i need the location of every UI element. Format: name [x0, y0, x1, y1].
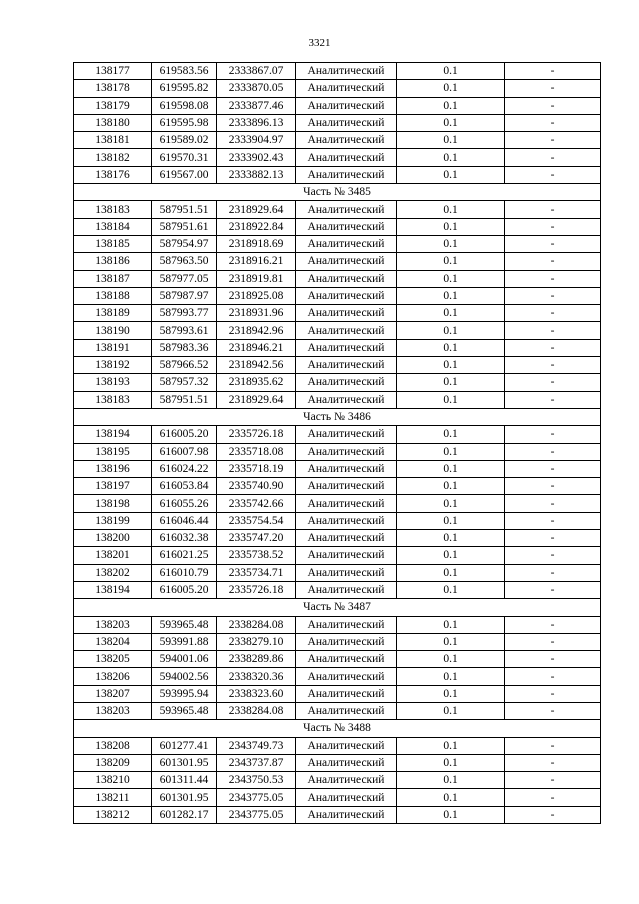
note-cell: - — [505, 339, 601, 356]
note-cell: - — [505, 114, 601, 131]
accuracy-cell: 0.1 — [397, 63, 505, 80]
x-coordinate-cell: 616021.25 — [152, 547, 217, 564]
x-coordinate-cell: 619595.82 — [152, 80, 217, 97]
method-cell: Аналитический — [296, 253, 397, 270]
x-coordinate-cell: 587963.50 — [152, 253, 217, 270]
point-number-cell: 138183 — [74, 201, 152, 218]
point-number-cell: 138183 — [74, 391, 152, 408]
note-cell: - — [505, 374, 601, 391]
point-number-cell: 138194 — [74, 426, 152, 443]
point-number-cell: 138195 — [74, 443, 152, 460]
method-cell: Аналитический — [296, 443, 397, 460]
table-row — [74, 235, 601, 252]
point-number-cell: 138207 — [74, 685, 152, 702]
table-row — [74, 166, 601, 183]
point-number-cell: 138209 — [74, 754, 152, 771]
note-cell: - — [505, 218, 601, 235]
method-cell: Аналитический — [296, 702, 397, 719]
y-coordinate-cell: 2318931.96 — [217, 305, 296, 322]
accuracy-cell: 0.1 — [397, 166, 505, 183]
x-coordinate-cell: 593965.48 — [152, 702, 217, 719]
table-row — [74, 737, 601, 754]
part-header-row — [74, 408, 601, 425]
accuracy-cell: 0.1 — [397, 478, 505, 495]
note-cell: - — [505, 478, 601, 495]
point-number-cell: 138212 — [74, 806, 152, 823]
method-cell: Аналитический — [296, 581, 397, 598]
accuracy-cell: 0.1 — [397, 426, 505, 443]
note-cell: - — [505, 391, 601, 408]
point-number-cell: 138206 — [74, 668, 152, 685]
y-coordinate-cell: 2335718.08 — [217, 443, 296, 460]
table-row — [74, 339, 601, 356]
y-coordinate-cell: 2343749.73 — [217, 737, 296, 754]
table-row — [74, 616, 601, 633]
accuracy-cell: 0.1 — [397, 149, 505, 166]
y-coordinate-cell: 2318946.21 — [217, 339, 296, 356]
x-coordinate-cell: 587987.97 — [152, 287, 217, 304]
accuracy-cell: 0.1 — [397, 114, 505, 131]
y-coordinate-cell: 2333896.13 — [217, 114, 296, 131]
page-number: 3321 — [308, 37, 331, 49]
table-row — [74, 132, 601, 149]
x-coordinate-cell: 616032.38 — [152, 530, 217, 547]
x-coordinate-cell: 619598.08 — [152, 97, 217, 114]
x-coordinate-cell: 587993.77 — [152, 305, 217, 322]
y-coordinate-cell: 2338284.08 — [217, 616, 296, 633]
part-header-row — [74, 720, 601, 737]
method-cell: Аналитический — [296, 495, 397, 512]
table-row — [74, 63, 601, 80]
note-cell: - — [505, 443, 601, 460]
x-coordinate-cell: 587977.05 — [152, 270, 217, 287]
note-cell: - — [505, 235, 601, 252]
table-row — [74, 702, 601, 719]
method-cell: Аналитический — [296, 685, 397, 702]
point-number-cell: 138180 — [74, 114, 152, 131]
accuracy-cell: 0.1 — [397, 443, 505, 460]
x-coordinate-cell: 619583.56 — [152, 63, 217, 80]
point-number-cell: 138185 — [74, 235, 152, 252]
accuracy-cell: 0.1 — [397, 702, 505, 719]
y-coordinate-cell: 2338320.36 — [217, 668, 296, 685]
x-coordinate-cell: 594001.06 — [152, 651, 217, 668]
point-number-cell: 138191 — [74, 339, 152, 356]
point-number-cell: 138204 — [74, 633, 152, 650]
table-row — [74, 651, 601, 668]
x-coordinate-cell: 587951.51 — [152, 391, 217, 408]
note-cell: - — [505, 63, 601, 80]
accuracy-cell: 0.1 — [397, 668, 505, 685]
method-cell: Аналитический — [296, 737, 397, 754]
point-number-cell: 138189 — [74, 305, 152, 322]
point-number-cell: 138190 — [74, 322, 152, 339]
x-coordinate-cell: 587966.52 — [152, 357, 217, 374]
point-number-cell: 138203 — [74, 702, 152, 719]
method-cell: Аналитический — [296, 478, 397, 495]
x-coordinate-cell: 587951.51 — [152, 201, 217, 218]
y-coordinate-cell: 2333870.05 — [217, 80, 296, 97]
method-cell: Аналитический — [296, 114, 397, 131]
note-cell: - — [505, 668, 601, 685]
note-cell: - — [505, 547, 601, 564]
table-row — [74, 374, 601, 391]
x-coordinate-cell: 601282.17 — [152, 806, 217, 823]
accuracy-cell: 0.1 — [397, 132, 505, 149]
y-coordinate-cell: 2338323.60 — [217, 685, 296, 702]
method-cell: Аналитический — [296, 512, 397, 529]
accuracy-cell: 0.1 — [397, 737, 505, 754]
y-coordinate-cell: 2335726.18 — [217, 426, 296, 443]
accuracy-cell: 0.1 — [397, 201, 505, 218]
accuracy-cell: 0.1 — [397, 512, 505, 529]
accuracy-cell: 0.1 — [397, 547, 505, 564]
accuracy-cell: 0.1 — [397, 581, 505, 598]
point-number-cell: 138202 — [74, 564, 152, 581]
note-cell: - — [505, 581, 601, 598]
note-cell: - — [505, 789, 601, 806]
note-cell: - — [505, 426, 601, 443]
point-number-cell: 138178 — [74, 80, 152, 97]
table-row — [74, 80, 601, 97]
y-coordinate-cell: 2333902.43 — [217, 149, 296, 166]
table-row — [74, 564, 601, 581]
x-coordinate-cell: 616005.20 — [152, 426, 217, 443]
method-cell: Аналитический — [296, 668, 397, 685]
method-cell: Аналитический — [296, 235, 397, 252]
x-coordinate-cell: 616007.98 — [152, 443, 217, 460]
method-cell: Аналитический — [296, 132, 397, 149]
method-cell: Аналитический — [296, 357, 397, 374]
table-row — [74, 443, 601, 460]
x-coordinate-cell: 616010.79 — [152, 564, 217, 581]
y-coordinate-cell: 2333867.07 — [217, 63, 296, 80]
note-cell: - — [505, 201, 601, 218]
x-coordinate-cell: 601277.41 — [152, 737, 217, 754]
x-coordinate-cell: 616046.44 — [152, 512, 217, 529]
y-coordinate-cell: 2343750.53 — [217, 772, 296, 789]
method-cell: Аналитический — [296, 166, 397, 183]
method-cell: Аналитический — [296, 564, 397, 581]
accuracy-cell: 0.1 — [397, 253, 505, 270]
table-row — [74, 530, 601, 547]
method-cell: Аналитический — [296, 374, 397, 391]
accuracy-cell: 0.1 — [397, 495, 505, 512]
accuracy-cell: 0.1 — [397, 754, 505, 771]
note-cell: - — [505, 270, 601, 287]
accuracy-cell: 0.1 — [397, 616, 505, 633]
accuracy-cell: 0.1 — [397, 218, 505, 235]
table-row — [74, 460, 601, 477]
x-coordinate-cell: 619570.31 — [152, 149, 217, 166]
method-cell: Аналитический — [296, 530, 397, 547]
table-row — [74, 426, 601, 443]
table-row — [74, 114, 601, 131]
method-cell: Аналитический — [296, 339, 397, 356]
y-coordinate-cell: 2318942.96 — [217, 322, 296, 339]
x-coordinate-cell: 594002.56 — [152, 668, 217, 685]
method-cell: Аналитический — [296, 460, 397, 477]
method-cell: Аналитический — [296, 806, 397, 823]
point-number-cell: 138176 — [74, 166, 152, 183]
note-cell: - — [505, 530, 601, 547]
point-number-cell: 138194 — [74, 581, 152, 598]
note-cell: - — [505, 287, 601, 304]
accuracy-cell: 0.1 — [397, 564, 505, 581]
method-cell: Аналитический — [296, 305, 397, 322]
point-number-cell: 138192 — [74, 357, 152, 374]
method-cell: Аналитический — [296, 616, 397, 633]
table-row — [74, 201, 601, 218]
note-cell: - — [505, 357, 601, 374]
x-coordinate-cell: 587951.61 — [152, 218, 217, 235]
accuracy-cell: 0.1 — [397, 322, 505, 339]
table-row — [74, 547, 601, 564]
accuracy-cell: 0.1 — [397, 633, 505, 650]
accuracy-cell: 0.1 — [397, 685, 505, 702]
point-number-cell: 138179 — [74, 97, 152, 114]
part-header-label: Часть № 3488 — [74, 720, 601, 737]
point-number-cell: 138199 — [74, 512, 152, 529]
table-row — [74, 97, 601, 114]
point-number-cell: 138193 — [74, 374, 152, 391]
note-cell: - — [505, 132, 601, 149]
accuracy-cell: 0.1 — [397, 339, 505, 356]
accuracy-cell: 0.1 — [397, 374, 505, 391]
method-cell: Аналитический — [296, 651, 397, 668]
x-coordinate-cell: 619595.98 — [152, 114, 217, 131]
x-coordinate-cell: 616055.26 — [152, 495, 217, 512]
method-cell: Аналитический — [296, 772, 397, 789]
table-row — [74, 668, 601, 685]
y-coordinate-cell: 2338284.08 — [217, 702, 296, 719]
point-number-cell: 138184 — [74, 218, 152, 235]
y-coordinate-cell: 2335747.20 — [217, 530, 296, 547]
method-cell: Аналитический — [296, 63, 397, 80]
accuracy-cell: 0.1 — [397, 270, 505, 287]
point-number-cell: 138200 — [74, 530, 152, 547]
y-coordinate-cell: 2335740.90 — [217, 478, 296, 495]
y-coordinate-cell: 2318919.81 — [217, 270, 296, 287]
table-row — [74, 754, 601, 771]
x-coordinate-cell: 601301.95 — [152, 789, 217, 806]
method-cell: Аналитический — [296, 789, 397, 806]
point-number-cell: 138210 — [74, 772, 152, 789]
method-cell: Аналитический — [296, 754, 397, 771]
table-row — [74, 789, 601, 806]
point-number-cell: 138182 — [74, 149, 152, 166]
accuracy-cell: 0.1 — [397, 391, 505, 408]
table-row — [74, 270, 601, 287]
note-cell: - — [505, 495, 601, 512]
table-row — [74, 357, 601, 374]
table-row — [74, 685, 601, 702]
table-row — [74, 512, 601, 529]
note-cell: - — [505, 149, 601, 166]
point-number-cell: 138177 — [74, 63, 152, 80]
point-number-cell: 138187 — [74, 270, 152, 287]
accuracy-cell: 0.1 — [397, 305, 505, 322]
point-number-cell: 138197 — [74, 478, 152, 495]
accuracy-cell: 0.1 — [397, 235, 505, 252]
method-cell: Аналитический — [296, 391, 397, 408]
note-cell: - — [505, 322, 601, 339]
method-cell: Аналитический — [296, 426, 397, 443]
table-row — [74, 478, 601, 495]
y-coordinate-cell: 2335754.54 — [217, 512, 296, 529]
note-cell: - — [505, 685, 601, 702]
method-cell: Аналитический — [296, 633, 397, 650]
y-coordinate-cell: 2335738.52 — [217, 547, 296, 564]
point-number-cell: 138203 — [74, 616, 152, 633]
x-coordinate-cell: 593995.94 — [152, 685, 217, 702]
note-cell: - — [505, 512, 601, 529]
note-cell: - — [505, 702, 601, 719]
accuracy-cell: 0.1 — [397, 460, 505, 477]
y-coordinate-cell: 2338289.86 — [217, 651, 296, 668]
y-coordinate-cell: 2318929.64 — [217, 391, 296, 408]
table-row — [74, 322, 601, 339]
y-coordinate-cell: 2318916.21 — [217, 253, 296, 270]
y-coordinate-cell: 2333904.97 — [217, 132, 296, 149]
table-row — [74, 772, 601, 789]
method-cell: Аналитический — [296, 149, 397, 166]
x-coordinate-cell: 616005.20 — [152, 581, 217, 598]
accuracy-cell: 0.1 — [397, 287, 505, 304]
y-coordinate-cell: 2318935.62 — [217, 374, 296, 391]
method-cell: Аналитический — [296, 97, 397, 114]
y-coordinate-cell: 2343737.87 — [217, 754, 296, 771]
y-coordinate-cell: 2335734.71 — [217, 564, 296, 581]
coordinates-table — [73, 62, 601, 824]
method-cell: Аналитический — [296, 80, 397, 97]
table-row — [74, 806, 601, 823]
point-number-cell: 138198 — [74, 495, 152, 512]
accuracy-cell: 0.1 — [397, 789, 505, 806]
table-row — [74, 391, 601, 408]
accuracy-cell: 0.1 — [397, 80, 505, 97]
x-coordinate-cell: 619589.02 — [152, 132, 217, 149]
table-row — [74, 149, 601, 166]
method-cell: Аналитический — [296, 547, 397, 564]
note-cell: - — [505, 97, 601, 114]
part-header-row — [74, 599, 601, 616]
note-cell: - — [505, 651, 601, 668]
note-cell: - — [505, 253, 601, 270]
x-coordinate-cell: 587993.61 — [152, 322, 217, 339]
point-number-cell: 138211 — [74, 789, 152, 806]
point-number-cell: 138186 — [74, 253, 152, 270]
table-row — [74, 287, 601, 304]
table-row — [74, 218, 601, 235]
part-header-label: Часть № 3486 — [74, 408, 601, 425]
y-coordinate-cell: 2343775.05 — [217, 789, 296, 806]
note-cell: - — [505, 633, 601, 650]
point-number-cell: 138181 — [74, 132, 152, 149]
note-cell: - — [505, 737, 601, 754]
note-cell: - — [505, 166, 601, 183]
accuracy-cell: 0.1 — [397, 97, 505, 114]
x-coordinate-cell: 593991.88 — [152, 633, 217, 650]
note-cell: - — [505, 564, 601, 581]
x-coordinate-cell: 601311.44 — [152, 772, 217, 789]
y-coordinate-cell: 2318922.84 — [217, 218, 296, 235]
accuracy-cell: 0.1 — [397, 806, 505, 823]
method-cell: Аналитический — [296, 218, 397, 235]
part-header-label: Часть № 3487 — [74, 599, 601, 616]
table-row — [74, 581, 601, 598]
point-number-cell: 138188 — [74, 287, 152, 304]
part-header-row — [74, 184, 601, 201]
x-coordinate-cell: 619567.00 — [152, 166, 217, 183]
x-coordinate-cell: 587983.36 — [152, 339, 217, 356]
y-coordinate-cell: 2343775.05 — [217, 806, 296, 823]
part-header-label: Часть № 3485 — [74, 184, 601, 201]
y-coordinate-cell: 2318925.08 — [217, 287, 296, 304]
note-cell: - — [505, 754, 601, 771]
table-row — [74, 253, 601, 270]
table-row — [74, 633, 601, 650]
y-coordinate-cell: 2333882.13 — [217, 166, 296, 183]
method-cell: Аналитический — [296, 270, 397, 287]
y-coordinate-cell: 2335718.19 — [217, 460, 296, 477]
method-cell: Аналитический — [296, 201, 397, 218]
note-cell: - — [505, 772, 601, 789]
y-coordinate-cell: 2318918.69 — [217, 235, 296, 252]
note-cell: - — [505, 616, 601, 633]
note-cell: - — [505, 460, 601, 477]
point-number-cell: 138205 — [74, 651, 152, 668]
x-coordinate-cell: 587957.32 — [152, 374, 217, 391]
x-coordinate-cell: 587954.97 — [152, 235, 217, 252]
y-coordinate-cell: 2335742.66 — [217, 495, 296, 512]
y-coordinate-cell: 2318942.56 — [217, 357, 296, 374]
x-coordinate-cell: 616024.22 — [152, 460, 217, 477]
accuracy-cell: 0.1 — [397, 651, 505, 668]
accuracy-cell: 0.1 — [397, 530, 505, 547]
note-cell: - — [505, 305, 601, 322]
table-row — [74, 305, 601, 322]
y-coordinate-cell: 2338279.10 — [217, 633, 296, 650]
note-cell: - — [505, 806, 601, 823]
y-coordinate-cell: 2335726.18 — [217, 581, 296, 598]
x-coordinate-cell: 616053.84 — [152, 478, 217, 495]
accuracy-cell: 0.1 — [397, 772, 505, 789]
y-coordinate-cell: 2318929.64 — [217, 201, 296, 218]
point-number-cell: 138196 — [74, 460, 152, 477]
table-row — [74, 495, 601, 512]
method-cell: Аналитический — [296, 287, 397, 304]
x-coordinate-cell: 593965.48 — [152, 616, 217, 633]
x-coordinate-cell: 601301.95 — [152, 754, 217, 771]
y-coordinate-cell: 2333877.46 — [217, 97, 296, 114]
coordinates-table-body — [74, 63, 601, 824]
point-number-cell: 138208 — [74, 737, 152, 754]
method-cell: Аналитический — [296, 322, 397, 339]
note-cell: - — [505, 80, 601, 97]
accuracy-cell: 0.1 — [397, 357, 505, 374]
point-number-cell: 138201 — [74, 547, 152, 564]
